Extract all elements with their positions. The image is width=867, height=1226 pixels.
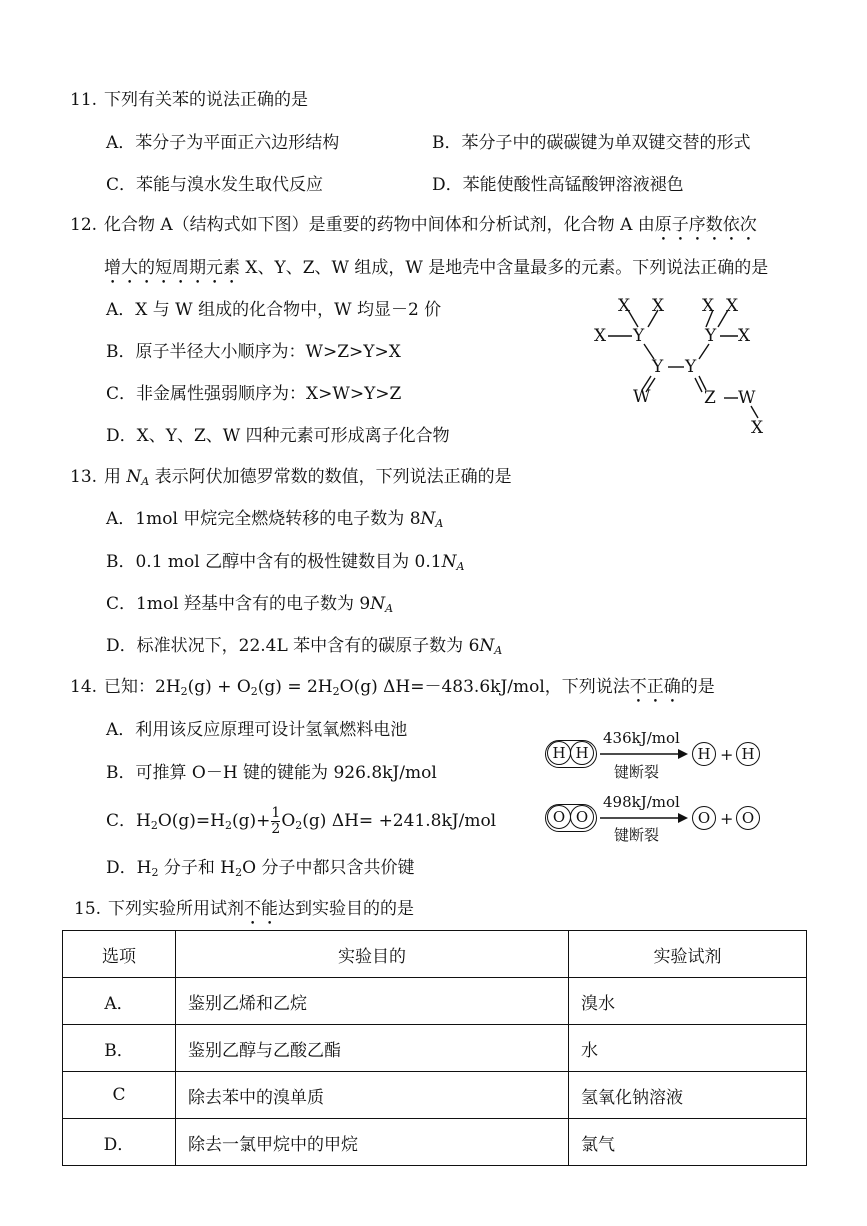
cell-reagent: 氢氧化钠溶液	[569, 1072, 807, 1119]
q14-option-d: D．$H_2$ 分子和 $H_2O$ 分子中都只含共价键	[106, 858, 415, 879]
cell-purpose: 鉴别乙烯和乙烷	[176, 978, 569, 1025]
header-option: 选项	[63, 931, 176, 978]
atom-y3: Y	[652, 357, 664, 377]
atom-x7: X	[751, 418, 764, 438]
q13-option-d: D．标准状况下，22.4L 苯中含有的碳原子数为 $6N_A$	[106, 636, 503, 657]
h-bond-energy: 436kJ/mol	[603, 729, 680, 747]
o-atom: O	[570, 805, 594, 829]
o-atom: O	[692, 806, 716, 830]
table-row	[63, 978, 807, 1025]
cell-purpose: 除去一氯甲烷中的甲烷	[176, 1119, 569, 1166]
arrow-icon	[600, 748, 688, 760]
q11-option-d: D．苯能使酸性高锰酸钾溶液褪色	[432, 175, 684, 195]
h-atom: H	[547, 741, 571, 765]
q12-option-d: D．X、Y、Z、W 四种元素可形成离子化合物	[106, 426, 450, 446]
q14-option-b: B．可推算 O－H 键的键能为 926.8kJ/mol	[106, 763, 437, 783]
table-row	[63, 1119, 807, 1166]
table-row	[63, 1025, 807, 1072]
q13-option-a: A．1mol 甲烷完全燃烧转移的电子数为 $8N_A$	[106, 509, 444, 530]
o-atom: O	[547, 805, 571, 829]
atom-w2: W	[738, 388, 756, 408]
arrow-icon	[600, 812, 688, 824]
header-purpose: 实验目的	[176, 931, 569, 978]
q12-option-c: C．非金属性强弱顺序为：X>W>Y>Z	[106, 384, 402, 404]
table-header-row	[63, 931, 807, 978]
q14-option-c: C．$H_2O(g)=H_2(g)+$ $\frac{1}{2}$ $O_2(g)$ ΔH= +241.8kJ/mol	[106, 805, 497, 837]
o-bond-energy: 498kJ/mol	[603, 793, 680, 811]
plus-sign: +	[720, 809, 734, 828]
plus-sign: +	[720, 745, 734, 764]
atom-x1: X	[618, 296, 631, 316]
cell-option: A．	[63, 978, 176, 1025]
o-atom: O	[736, 806, 760, 830]
q14-option-a: A．利用该反应原理可设计氢氧燃料电池	[106, 720, 408, 740]
atom-x5: X	[594, 326, 607, 346]
cell-option: C	[63, 1072, 176, 1119]
q12-stem-line1: 12. 化合物 A（结构式如下图）是重要的药物中间体和分析试剂，化合物 A 由原子序数依次	[70, 215, 757, 235]
cell-reagent: 氯气	[569, 1119, 807, 1166]
atom-x4: X	[726, 296, 739, 316]
h-atom: H	[570, 741, 594, 765]
cell-purpose: 鉴别乙醇与乙酸乙酯	[176, 1025, 569, 1072]
cell-purpose: 除去苯中的溴单质	[176, 1072, 569, 1119]
atom-y2: Y	[705, 326, 717, 346]
q13-option-c: C．1mol 羟基中含有的电子数为 $9N_A$	[106, 594, 394, 615]
experiment-table	[62, 930, 807, 1166]
h-atom: H	[736, 742, 760, 766]
q15-stem: 15. 下列实验所用试剂不能达到实验目的的是	[74, 899, 414, 919]
bond-break-label: 键断裂	[614, 763, 660, 781]
q11-option-c: C．苯能与溴水发生取代反应	[106, 175, 324, 195]
atom-w1: W	[633, 387, 651, 407]
q13-stem: 13. 用 $N_A$ 表示阿伏加德罗常数的数值，下列说法正确的是	[70, 467, 512, 488]
cell-option: B．	[63, 1025, 176, 1072]
compound-a-structure	[588, 292, 788, 442]
cell-option: D．	[63, 1119, 176, 1166]
q11-option-a: A．苯分子为平面正六边形结构	[106, 133, 340, 153]
q12-option-b: B．原子半径大小顺序为：W>Z>Y>X	[106, 342, 401, 362]
cell-reagent: 水	[569, 1025, 807, 1072]
atom-y1: Y	[633, 326, 645, 346]
q13-option-b: B．0.1 mol 乙醇中含有的极性键数目为 $0.1N_A$	[106, 552, 465, 573]
q14-stem: 14. 已知：$2H_2(g) + O_2(g) = 2H_2O(g)$ ΔH=－483.6kJ/mol，下列说法不正确的是	[70, 677, 715, 698]
bond-break-label: 键断裂	[614, 826, 660, 844]
header-reagent: 实验试剂	[569, 931, 807, 978]
atom-x3: X	[702, 296, 715, 316]
h-atom: H	[692, 742, 716, 766]
table-row	[63, 1072, 807, 1119]
q11-option-b: B．苯分子中的碳碳键为单双键交替的形式	[432, 133, 751, 153]
cell-reagent: 溴水	[569, 978, 807, 1025]
q11-stem: 11. 下列有关苯的说法正确的是	[70, 90, 308, 110]
atom-y4: Y	[685, 357, 697, 377]
q12-stem-line2: 增大的短周期元素 X、Y、Z、W 组成，W 是地壳中含量最多的元素。下列说法正确的是	[104, 258, 769, 278]
atom-z: Z	[704, 388, 716, 408]
atom-x2: X	[652, 296, 665, 316]
q12-option-a: A．X 与 W 组成的化合物中，W 均显－2 价	[106, 300, 442, 320]
atom-x6: X	[738, 326, 751, 346]
